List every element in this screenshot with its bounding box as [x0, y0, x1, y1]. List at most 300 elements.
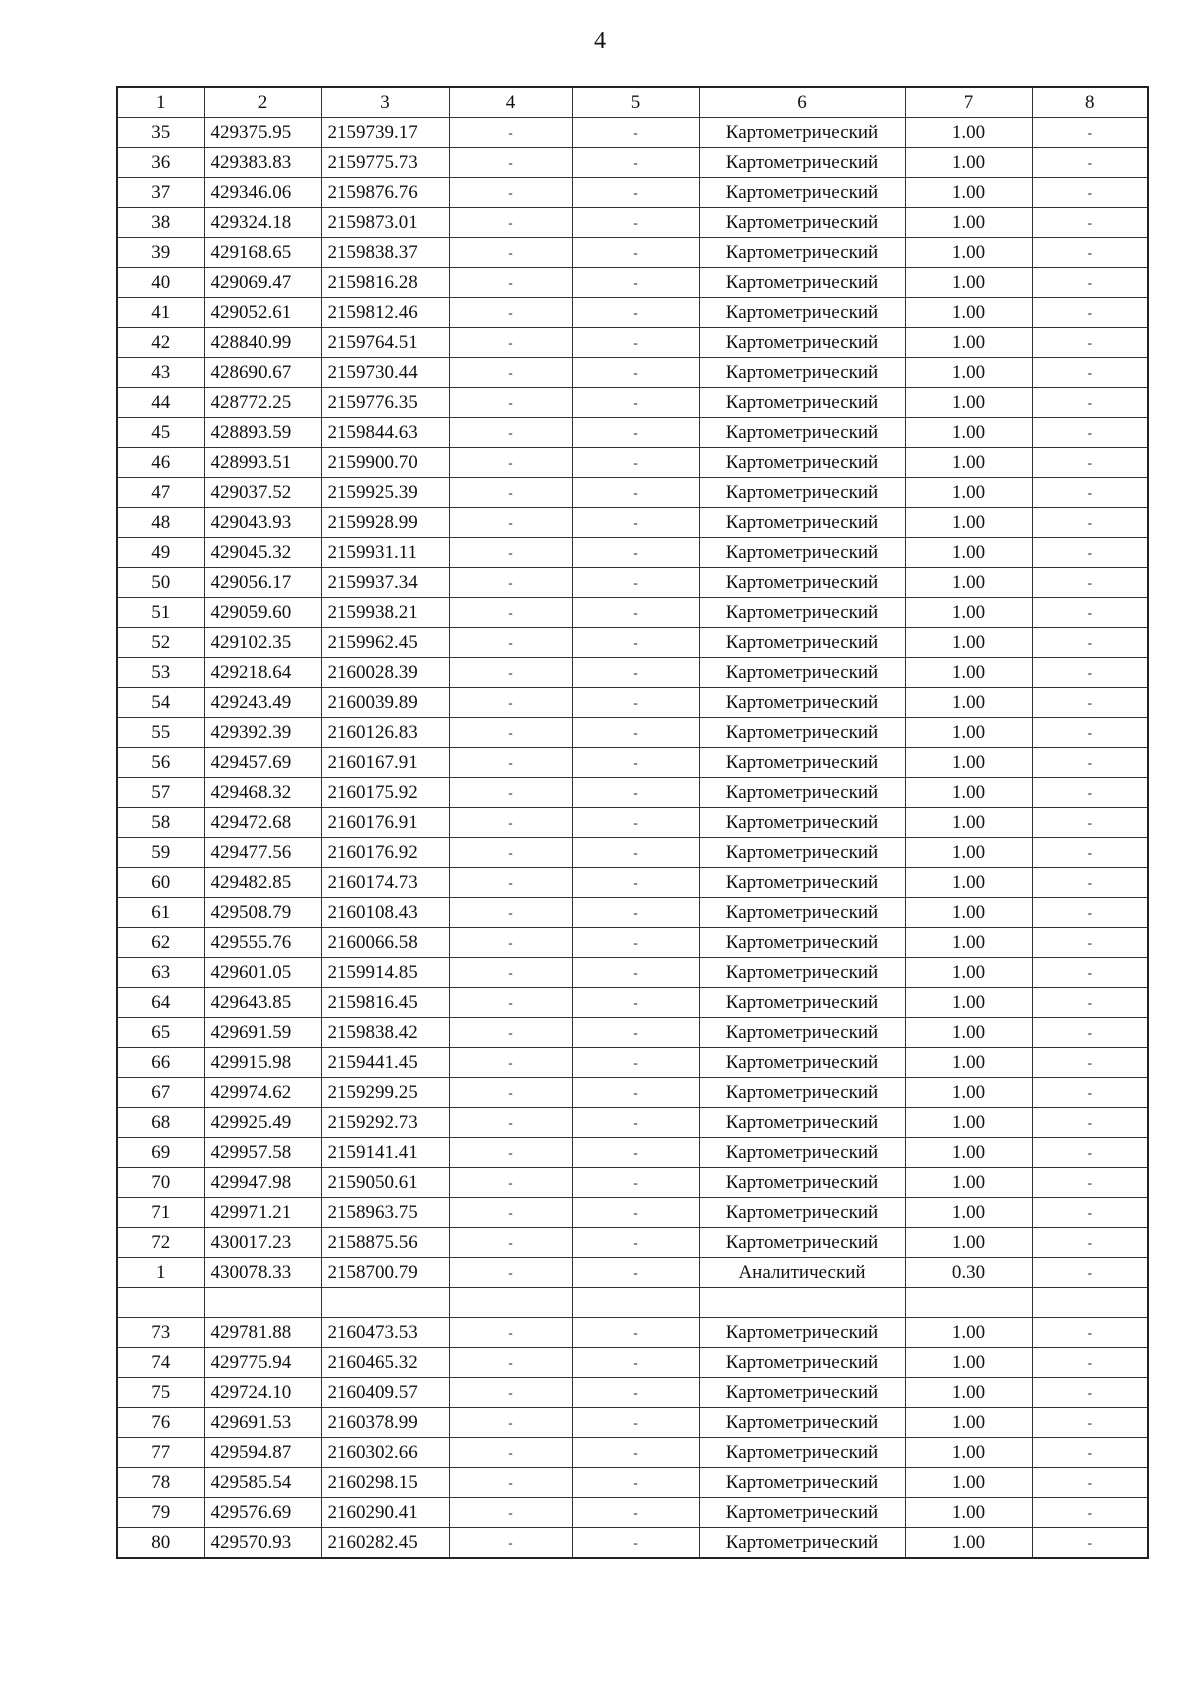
method-cell: Картометрический	[699, 1138, 905, 1168]
x-coordinate-cell: 429781.88	[204, 1318, 321, 1348]
y-coordinate-cell: 2160465.32	[321, 1348, 449, 1378]
x-coordinate-cell: 428893.59	[204, 418, 321, 448]
accuracy-cell: 1.00	[905, 448, 1032, 478]
col8-cell: -	[1032, 1498, 1148, 1528]
method-cell: Картометрический	[699, 1348, 905, 1378]
method-cell: Картометрический	[699, 1438, 905, 1468]
col5-cell: -	[572, 418, 699, 448]
accuracy-cell: 1.00	[905, 718, 1032, 748]
y-coordinate-cell: 2160409.57	[321, 1378, 449, 1408]
col8-cell: -	[1032, 1348, 1148, 1378]
method-cell: Картометрический	[699, 1408, 905, 1438]
col4-cell: -	[449, 1198, 572, 1228]
accuracy-cell: 1.00	[905, 1108, 1032, 1138]
point-number-cell: 49	[117, 538, 204, 568]
method-cell: Картометрический	[699, 1498, 905, 1528]
method-cell: Картометрический	[699, 208, 905, 238]
point-number-cell: 56	[117, 748, 204, 778]
table-row	[117, 388, 1148, 418]
accuracy-cell: 1.00	[905, 478, 1032, 508]
method-cell: Картометрический	[699, 628, 905, 658]
col4-cell: -	[449, 628, 572, 658]
col4-cell: -	[449, 448, 572, 478]
x-coordinate-cell: 429570.93	[204, 1528, 321, 1559]
col8-cell: -	[1032, 418, 1148, 448]
method-cell: Картометрический	[699, 148, 905, 178]
x-coordinate-cell: 429585.54	[204, 1468, 321, 1498]
accuracy-cell: 1.00	[905, 838, 1032, 868]
table-row	[117, 958, 1148, 988]
col8-cell: -	[1032, 1528, 1148, 1559]
col8-cell: -	[1032, 1078, 1148, 1108]
x-coordinate-cell: 429482.85	[204, 868, 321, 898]
table-row	[117, 718, 1148, 748]
col5-cell: -	[572, 148, 699, 178]
col8-cell: -	[1032, 838, 1148, 868]
col4-cell: -	[449, 598, 572, 628]
point-number-cell: 55	[117, 718, 204, 748]
point-number-cell: 69	[117, 1138, 204, 1168]
col4-cell: -	[449, 1138, 572, 1168]
point-number-cell: 48	[117, 508, 204, 538]
page-number: 4	[594, 28, 606, 54]
table-row	[117, 238, 1148, 268]
col5-cell: -	[572, 718, 699, 748]
x-coordinate-cell: 429218.64	[204, 658, 321, 688]
accuracy-cell: 1.00	[905, 688, 1032, 718]
y-coordinate-cell: 2160298.15	[321, 1468, 449, 1498]
x-coordinate-cell: 429957.58	[204, 1138, 321, 1168]
col8-cell: -	[1032, 988, 1148, 1018]
accuracy-cell: 1.00	[905, 388, 1032, 418]
x-coordinate-cell	[204, 1288, 321, 1318]
col8-cell: -	[1032, 358, 1148, 388]
accuracy-cell: 1.00	[905, 1468, 1032, 1498]
y-coordinate-cell: 2159764.51	[321, 328, 449, 358]
header-cell: 6	[699, 87, 905, 118]
header-cell: 7	[905, 87, 1032, 118]
col8-cell: -	[1032, 688, 1148, 718]
col4-cell: -	[449, 1018, 572, 1048]
y-coordinate-cell: 2160066.58	[321, 928, 449, 958]
accuracy-cell: 1.00	[905, 568, 1032, 598]
table-row	[117, 988, 1148, 1018]
col8-cell: -	[1032, 748, 1148, 778]
table-row	[117, 568, 1148, 598]
table-row	[117, 538, 1148, 568]
table-row	[117, 748, 1148, 778]
y-coordinate-cell: 2159900.70	[321, 448, 449, 478]
method-cell: Картометрический	[699, 238, 905, 268]
col4-cell: -	[449, 1108, 572, 1138]
table-row	[117, 1048, 1148, 1078]
point-number-cell: 57	[117, 778, 204, 808]
col5-cell: -	[572, 748, 699, 778]
point-number-cell: 62	[117, 928, 204, 958]
x-coordinate-cell: 429555.76	[204, 928, 321, 958]
table-row	[117, 628, 1148, 658]
col5-cell: -	[572, 178, 699, 208]
y-coordinate-cell: 2159816.28	[321, 268, 449, 298]
col4-cell: -	[449, 718, 572, 748]
header-cell: 1	[117, 87, 204, 118]
method-cell: Картометрический	[699, 718, 905, 748]
method-cell: Картометрический	[699, 178, 905, 208]
x-coordinate-cell: 428840.99	[204, 328, 321, 358]
method-cell: Картометрический	[699, 808, 905, 838]
table-row	[117, 448, 1148, 478]
accuracy-cell: 1.00	[905, 1498, 1032, 1528]
x-coordinate-cell: 429392.39	[204, 718, 321, 748]
col8-cell: -	[1032, 118, 1148, 148]
col8-cell: -	[1032, 388, 1148, 418]
table-row	[117, 298, 1148, 328]
method-cell: Картометрический	[699, 478, 905, 508]
accuracy-cell: 1.00	[905, 418, 1032, 448]
col4-cell: -	[449, 1468, 572, 1498]
col5-cell	[572, 1288, 699, 1318]
header-cell: 8	[1032, 87, 1148, 118]
col5-cell: -	[572, 298, 699, 328]
col8-cell: -	[1032, 598, 1148, 628]
col4-cell: -	[449, 658, 572, 688]
x-coordinate-cell: 429346.06	[204, 178, 321, 208]
y-coordinate-cell: 2159141.41	[321, 1138, 449, 1168]
accuracy-cell: 1.00	[905, 988, 1032, 1018]
y-coordinate-cell: 2159441.45	[321, 1048, 449, 1078]
table-row	[117, 1378, 1148, 1408]
col8-cell: -	[1032, 1108, 1148, 1138]
col5-cell: -	[572, 388, 699, 418]
col5-cell: -	[572, 838, 699, 868]
col8-cell: -	[1032, 478, 1148, 508]
col8-cell: -	[1032, 658, 1148, 688]
y-coordinate-cell: 2159776.35	[321, 388, 449, 418]
x-coordinate-cell: 429043.93	[204, 508, 321, 538]
method-cell: Картометрический	[699, 448, 905, 478]
x-coordinate-cell: 429724.10	[204, 1378, 321, 1408]
y-coordinate-cell: 2159838.37	[321, 238, 449, 268]
x-coordinate-cell: 429974.62	[204, 1078, 321, 1108]
point-number-cell: 51	[117, 598, 204, 628]
col5-cell: -	[572, 898, 699, 928]
col4-cell: -	[449, 1078, 572, 1108]
col5-cell: -	[572, 1498, 699, 1528]
col8-cell: -	[1032, 1018, 1148, 1048]
x-coordinate-cell: 429102.35	[204, 628, 321, 658]
accuracy-cell: 1.00	[905, 928, 1032, 958]
x-coordinate-cell: 429243.49	[204, 688, 321, 718]
col5-cell: -	[572, 1018, 699, 1048]
x-coordinate-cell: 429472.68	[204, 808, 321, 838]
accuracy-cell: 1.00	[905, 778, 1032, 808]
method-cell: Картометрический	[699, 1168, 905, 1198]
col8-cell: -	[1032, 148, 1148, 178]
col5-cell: -	[572, 1198, 699, 1228]
col4-cell: -	[449, 388, 572, 418]
col4-cell: -	[449, 178, 572, 208]
col8-cell: -	[1032, 1378, 1148, 1408]
table-row	[117, 148, 1148, 178]
y-coordinate-cell: 2159816.45	[321, 988, 449, 1018]
method-cell: Картометрический	[699, 568, 905, 598]
x-coordinate-cell: 429383.83	[204, 148, 321, 178]
point-number-cell: 42	[117, 328, 204, 358]
table-row	[117, 808, 1148, 838]
table-row	[117, 1258, 1148, 1288]
accuracy-cell: 1.00	[905, 238, 1032, 268]
col4-cell: -	[449, 418, 572, 448]
y-coordinate-cell: 2160290.41	[321, 1498, 449, 1528]
accuracy-cell: 0.30	[905, 1258, 1032, 1288]
col8-cell: -	[1032, 778, 1148, 808]
table-row	[117, 268, 1148, 298]
table-row	[117, 208, 1148, 238]
x-coordinate-cell: 430078.33	[204, 1258, 321, 1288]
point-number-cell: 78	[117, 1468, 204, 1498]
accuracy-cell: 1.00	[905, 1048, 1032, 1078]
point-number-cell: 77	[117, 1438, 204, 1468]
y-coordinate-cell: 2160176.91	[321, 808, 449, 838]
col5-cell: -	[572, 508, 699, 538]
col5-cell: -	[572, 268, 699, 298]
accuracy-cell: 1.00	[905, 1018, 1032, 1048]
col4-cell: -	[449, 1258, 572, 1288]
method-cell: Картометрический	[699, 688, 905, 718]
y-coordinate-cell: 2159299.25	[321, 1078, 449, 1108]
table-row	[117, 1438, 1148, 1468]
y-coordinate-cell: 2158700.79	[321, 1258, 449, 1288]
col5-cell: -	[572, 1528, 699, 1559]
accuracy-cell: 1.00	[905, 1228, 1032, 1258]
method-cell: Картометрический	[699, 1468, 905, 1498]
col8-cell: -	[1032, 268, 1148, 298]
point-number-cell: 70	[117, 1168, 204, 1198]
point-number-cell: 66	[117, 1048, 204, 1078]
table-row	[117, 598, 1148, 628]
accuracy-cell: 1.00	[905, 538, 1032, 568]
col4-cell: -	[449, 1378, 572, 1408]
col4-cell: -	[449, 1438, 572, 1468]
col8-cell: -	[1032, 538, 1148, 568]
col4-cell: -	[449, 688, 572, 718]
point-number-cell: 79	[117, 1498, 204, 1528]
method-cell: Картометрический	[699, 598, 905, 628]
col5-cell: -	[572, 958, 699, 988]
point-number-cell: 58	[117, 808, 204, 838]
y-coordinate-cell: 2160039.89	[321, 688, 449, 718]
col8-cell: -	[1032, 1138, 1148, 1168]
accuracy-cell: 1.00	[905, 148, 1032, 178]
point-number-cell: 41	[117, 298, 204, 328]
y-coordinate-cell: 2160175.92	[321, 778, 449, 808]
point-number-cell: 80	[117, 1528, 204, 1559]
x-coordinate-cell: 429168.65	[204, 238, 321, 268]
col5-cell: -	[572, 688, 699, 718]
accuracy-cell: 1.00	[905, 118, 1032, 148]
table-body	[117, 118, 1148, 1559]
col4-cell: -	[449, 1048, 572, 1078]
point-number-cell: 38	[117, 208, 204, 238]
x-coordinate-cell: 429457.69	[204, 748, 321, 778]
col4-cell: -	[449, 478, 572, 508]
col8-cell: -	[1032, 868, 1148, 898]
method-cell: Картометрический	[699, 1018, 905, 1048]
point-number-cell: 54	[117, 688, 204, 718]
x-coordinate-cell: 428993.51	[204, 448, 321, 478]
col4-cell	[449, 1288, 572, 1318]
table-row	[117, 1348, 1148, 1378]
col4-cell: -	[449, 148, 572, 178]
x-coordinate-cell: 429508.79	[204, 898, 321, 928]
point-number-cell: 50	[117, 568, 204, 598]
y-coordinate-cell	[321, 1288, 449, 1318]
col5-cell: -	[572, 808, 699, 838]
col8-cell: -	[1032, 508, 1148, 538]
point-number-cell: 71	[117, 1198, 204, 1228]
col8-cell: -	[1032, 178, 1148, 208]
method-cell: Картометрический	[699, 838, 905, 868]
col8-cell: -	[1032, 1168, 1148, 1198]
col5-cell: -	[572, 1108, 699, 1138]
x-coordinate-cell: 429775.94	[204, 1348, 321, 1378]
method-cell: Картометрический	[699, 1228, 905, 1258]
accuracy-cell: 1.00	[905, 868, 1032, 898]
col4-cell: -	[449, 1408, 572, 1438]
x-coordinate-cell: 429069.47	[204, 268, 321, 298]
x-coordinate-cell: 429375.95	[204, 118, 321, 148]
header-cell: 3	[321, 87, 449, 118]
point-number-cell: 37	[117, 178, 204, 208]
col8-cell: -	[1032, 208, 1148, 238]
col4-cell: -	[449, 1318, 572, 1348]
accuracy-cell: 1.00	[905, 508, 1032, 538]
method-cell: Картометрический	[699, 298, 905, 328]
x-coordinate-cell: 429594.87	[204, 1438, 321, 1468]
method-cell: Картометрический	[699, 928, 905, 958]
accuracy-cell: 1.00	[905, 1408, 1032, 1438]
method-cell: Картометрический	[699, 748, 905, 778]
col8-cell: -	[1032, 328, 1148, 358]
accuracy-cell: 1.00	[905, 1348, 1032, 1378]
col5-cell: -	[572, 208, 699, 238]
col5-cell: -	[572, 598, 699, 628]
table-row	[117, 898, 1148, 928]
accuracy-cell: 1.00	[905, 1138, 1032, 1168]
table-row	[117, 688, 1148, 718]
x-coordinate-cell: 429643.85	[204, 988, 321, 1018]
col8-cell: -	[1032, 808, 1148, 838]
header-cell: 2	[204, 87, 321, 118]
method-cell: Картометрический	[699, 268, 905, 298]
col5-cell: -	[572, 1138, 699, 1168]
accuracy-cell: 1.00	[905, 628, 1032, 658]
col5-cell: -	[572, 1048, 699, 1078]
col8-cell: -	[1032, 1258, 1148, 1288]
y-coordinate-cell: 2159931.11	[321, 538, 449, 568]
col4-cell: -	[449, 1498, 572, 1528]
x-coordinate-cell: 429056.17	[204, 568, 321, 598]
col4-cell: -	[449, 568, 572, 598]
x-coordinate-cell: 429324.18	[204, 208, 321, 238]
col4-cell: -	[449, 1228, 572, 1258]
y-coordinate-cell: 2159937.34	[321, 568, 449, 598]
y-coordinate-cell: 2159050.61	[321, 1168, 449, 1198]
col4-cell: -	[449, 1168, 572, 1198]
col5-cell: -	[572, 568, 699, 598]
method-cell: Картометрический	[699, 538, 905, 568]
method-cell: Картометрический	[699, 868, 905, 898]
method-cell: Картометрический	[699, 778, 905, 808]
col8-cell: -	[1032, 958, 1148, 988]
table-row	[117, 418, 1148, 448]
header-row	[117, 87, 1148, 118]
y-coordinate-cell: 2159928.99	[321, 508, 449, 538]
accuracy-cell: 1.00	[905, 1198, 1032, 1228]
header-cell: 4	[449, 87, 572, 118]
y-coordinate-cell: 2160167.91	[321, 748, 449, 778]
point-number-cell: 76	[117, 1408, 204, 1438]
col5-cell: -	[572, 1078, 699, 1108]
col5-cell: -	[572, 238, 699, 268]
col8-cell: -	[1032, 1318, 1148, 1348]
col4-cell: -	[449, 208, 572, 238]
point-number-cell: 74	[117, 1348, 204, 1378]
point-number-cell: 39	[117, 238, 204, 268]
y-coordinate-cell: 2159292.73	[321, 1108, 449, 1138]
col4-cell: -	[449, 1348, 572, 1378]
point-number-cell: 35	[117, 118, 204, 148]
col4-cell: -	[449, 778, 572, 808]
y-coordinate-cell: 2160176.92	[321, 838, 449, 868]
accuracy-cell: 1.00	[905, 268, 1032, 298]
col8-cell: -	[1032, 448, 1148, 478]
x-coordinate-cell: 430017.23	[204, 1228, 321, 1258]
accuracy-cell: 1.00	[905, 208, 1032, 238]
x-coordinate-cell: 429691.53	[204, 1408, 321, 1438]
point-number-cell	[117, 1288, 204, 1318]
method-cell: Картометрический	[699, 508, 905, 538]
table-row	[117, 1288, 1148, 1318]
table-row	[117, 1078, 1148, 1108]
col4-cell: -	[449, 988, 572, 1018]
col5-cell: -	[572, 1438, 699, 1468]
point-number-cell: 75	[117, 1378, 204, 1408]
x-coordinate-cell: 429045.32	[204, 538, 321, 568]
y-coordinate-cell: 2159876.76	[321, 178, 449, 208]
col8-cell: -	[1032, 1048, 1148, 1078]
y-coordinate-cell: 2160282.45	[321, 1528, 449, 1559]
col8-cell: -	[1032, 1468, 1148, 1498]
method-cell: Картометрический	[699, 658, 905, 688]
x-coordinate-cell: 429059.60	[204, 598, 321, 628]
accuracy-cell	[905, 1288, 1032, 1318]
accuracy-cell: 1.00	[905, 328, 1032, 358]
col4-cell: -	[449, 298, 572, 328]
col5-cell: -	[572, 868, 699, 898]
col5-cell: -	[572, 118, 699, 148]
table-row	[117, 1498, 1148, 1528]
point-number-cell: 47	[117, 478, 204, 508]
y-coordinate-cell: 2159873.01	[321, 208, 449, 238]
method-cell: Картометрический	[699, 118, 905, 148]
y-coordinate-cell: 2159838.42	[321, 1018, 449, 1048]
col8-cell: -	[1032, 568, 1148, 598]
point-number-cell: 61	[117, 898, 204, 928]
point-number-cell: 68	[117, 1108, 204, 1138]
table-row	[117, 1408, 1148, 1438]
table-row	[117, 1528, 1148, 1559]
